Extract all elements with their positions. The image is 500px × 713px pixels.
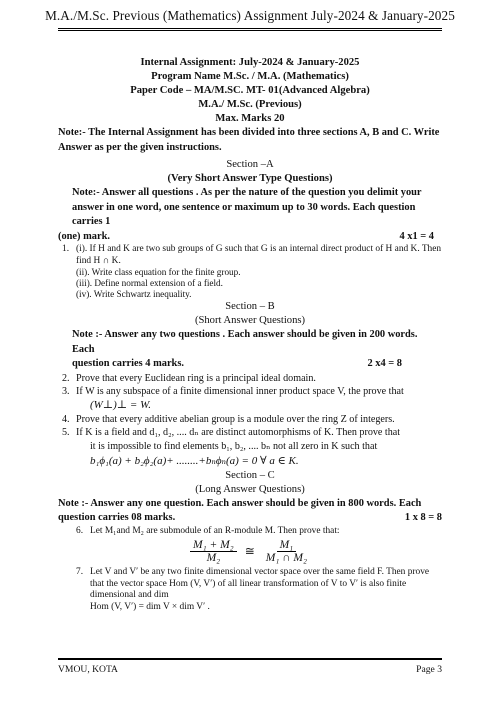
question-7-end-row bbox=[76, 602, 442, 614]
question-5-formula: b₁ϕ₁(a) + b₂ϕ₂(a)+ ........+bₙϕₙ(a) = 0 ∀ a ∈ K. bbox=[90, 454, 299, 467]
question-1-iv: (iv). Write Schwartz inequality. bbox=[76, 289, 192, 299]
section-a-note-end: (one) mark. bbox=[58, 230, 110, 242]
section-a-heading: Section –A bbox=[226, 159, 274, 170]
section-b-marks-row bbox=[72, 357, 442, 372]
section-b-subheading: (Short Answer Questions) bbox=[194, 315, 306, 326]
question-1-i: (i). If H and K are two sub groups of G such that G is an internal direct product of H and K. Then find H ∩ K. bbox=[76, 244, 442, 266]
isomorphism-symbol: ≅ bbox=[244, 544, 255, 558]
question-4-text: Prove that every additive abelian group is a module over the ring Z of integers. bbox=[76, 413, 395, 425]
page-header: M.A./M.Sc. Previous (Mathematics) Assignment July-2024 & January-2025 bbox=[45, 8, 455, 23]
section-c-heading: Section – C bbox=[225, 469, 275, 481]
question-1 bbox=[62, 244, 442, 267]
max-marks: Max. Marks 20 bbox=[215, 113, 285, 124]
question-5-text-a: If K is a field and d₁, d₂, .... dₙ are distinct automorphisms of K. Then prove that bbox=[76, 426, 401, 438]
section-b-marks: 2 x4 = 8 bbox=[367, 358, 402, 369]
footer-divider bbox=[58, 658, 442, 660]
paper-code: Paper Code – MA/M.SC. MT- 01(Advanced Algebra) bbox=[130, 85, 370, 96]
question-3-text: If W is any subspace of a finite dimensional inner product space V, the prove that bbox=[76, 385, 404, 397]
section-c-note-end: question carries 08 marks. bbox=[58, 512, 176, 523]
question-2-text: Prove that every Euclidean ring is a principal ideal domain. bbox=[76, 372, 316, 384]
question-number: 1. bbox=[62, 244, 70, 254]
question-1-ii: (ii). Write class equation for the finite group. bbox=[76, 267, 241, 277]
section-b-note-end: question carries 4 marks. bbox=[72, 358, 184, 369]
fraction-right-numerator: M₁ bbox=[277, 539, 297, 552]
page-number: Page 3 bbox=[416, 664, 442, 675]
page-body bbox=[58, 56, 442, 613]
question-5: 5. If K is a field and d₁, d₂, .... dₙ are distinct automorphisms of K. Then prove that bbox=[62, 426, 442, 439]
section-c-marks: 1 x 8 = 8 bbox=[404, 512, 442, 523]
section-b-heading: Section – B bbox=[225, 301, 275, 312]
header-divider bbox=[58, 28, 442, 31]
fraction-left-denominator: M₂ bbox=[206, 552, 221, 564]
fraction-right-denominator: M₁ ∩ M₂ bbox=[265, 552, 307, 564]
course-level: M.A./ M.Sc. (Previous) bbox=[198, 99, 302, 110]
program-name: Program Name M.Sc. / M.A. (Mathematics) bbox=[151, 71, 349, 82]
question-3: 3. If W is any subspace of a finite dimensional inner product space V, the prove that bbox=[62, 385, 442, 398]
section-a-marks-row bbox=[58, 230, 442, 245]
question-3-formula: (W⊥)⊥ = W. bbox=[90, 398, 152, 411]
section-a-marks: 4 x1 = 4 bbox=[399, 230, 434, 242]
question-7-text: Let V and V′ be any two finite dimensional vector space over the same field F. Then prove that the vector space Hom (V, V′) of all linear transformation of V to V′ is also finite dimensional and dim bbox=[90, 567, 430, 600]
question-1-iii: (iii). Define normal extension of a field. bbox=[76, 278, 223, 288]
question-4: 4. Prove that every additive abelian group is a module over the ring Z of integers. bbox=[62, 413, 442, 426]
assignment-title: Internal Assignment: July-2024 & January-2025 bbox=[140, 57, 360, 68]
fraction-left-numerator: M₁ + M₂ bbox=[190, 539, 237, 552]
question-6: 6. Let M₁and M₂ are submodule of an R-module M. Then prove that: bbox=[76, 526, 442, 538]
fraction-right bbox=[263, 539, 310, 564]
page-footer bbox=[58, 664, 442, 675]
question-7-end: Hom (V, V′) = dim V × dim V′ . bbox=[90, 601, 210, 612]
question-6-formula bbox=[58, 539, 442, 564]
section-a-note: Note:- Answer all questions . As per the nature of the question you delimit your answer in one word, one sentence or maximum up to 30 words. Each question carries 1 bbox=[72, 187, 422, 227]
section-c-note: Note :- Answer any one question. Each answer should be given in 800 words. Each bbox=[58, 497, 422, 509]
intro-note: Note:- The Internal Assignment has been divided into three sections A, B and C. Write Answer as per the given instructions. bbox=[58, 127, 440, 153]
section-c-subheading: (Long Answer Questions) bbox=[195, 483, 305, 495]
question-7: 7. Let V and V′ be any two finite dimensional vector space over the same field F. Then prove that the vector space Hom (V, V′) of all linear transformation of V to V′ is also finite dimensional and dim bbox=[76, 567, 442, 602]
footer-institution: VMOU, KOTA bbox=[58, 664, 118, 675]
question-5-text-b: it is impossible to find elements b₁, b₂, .... bₙ not all zero in K such that bbox=[90, 440, 378, 452]
question-2: 2. Prove that every Euclidean ring is a principal ideal domain. bbox=[62, 372, 442, 385]
section-c-marks-row bbox=[58, 511, 442, 526]
question-6-text: Let M₁and M₂ are submodule of an R-module M. Then prove that: bbox=[90, 525, 340, 536]
fraction-left bbox=[190, 539, 237, 564]
section-b-note: Note :- Answer any two questions . Each answer should be given in 200 words. Each bbox=[72, 329, 418, 355]
section-a-subheading: (Very Short Answer Type Questions) bbox=[167, 173, 333, 184]
